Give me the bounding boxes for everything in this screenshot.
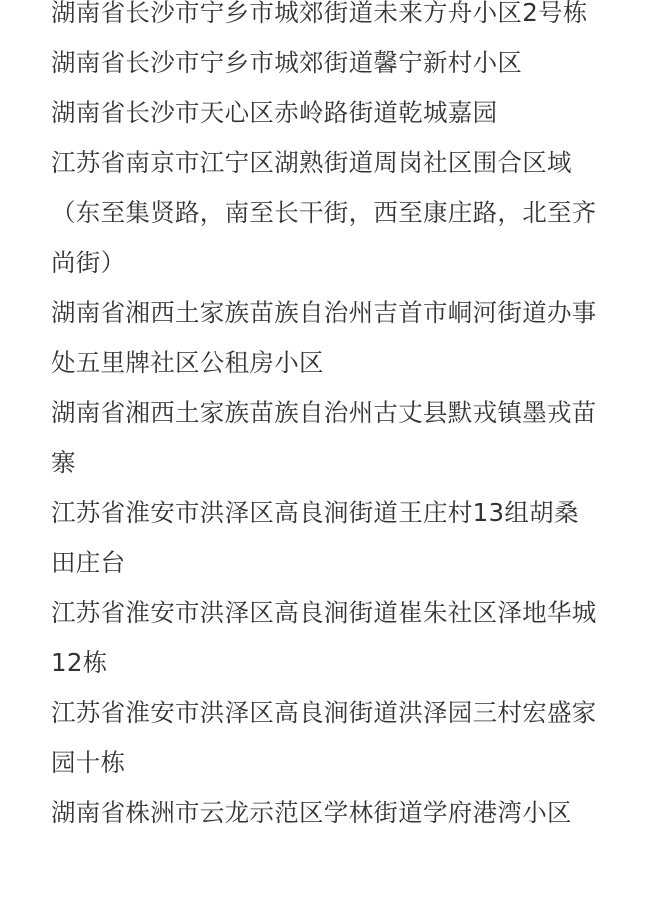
address-item: 湖南省长沙市天心区赤岭路街道乾城嘉园 bbox=[51, 98, 498, 127]
address-item: 湖南省株洲市云龙示范区学林街道学府港湾小区 bbox=[51, 798, 572, 827]
address-item: 湖南省长沙市宁乡市城郊街道馨宁新村小区 bbox=[51, 48, 523, 77]
address-item: 湖南省湘西土家族苗族自治州古丈县默戎镇墨戎苗寨 bbox=[51, 398, 597, 477]
address-item: 江苏省淮安市洪泽区高良涧街道王庄村13组胡桑田庄台 bbox=[51, 498, 579, 577]
address-item: 湖南省湘西土家族苗族自治州吉首市峒河街道办事处五里牌社区公租房小区 bbox=[51, 298, 597, 377]
address-list bbox=[51, 0, 599, 838]
address-item: 江苏省淮安市洪泽区高良涧街道崔朱社区泽地华城12栋 bbox=[51, 598, 597, 677]
address-item: 江苏省淮安市洪泽区高良涧街道洪泽园三村宏盛家园十栋 bbox=[51, 698, 597, 777]
address-item: 湖南省长沙市宁乡市城郊街道未来方舟小区2号栋 bbox=[51, 0, 588, 27]
address-item: 江苏省南京市江宁区湖熟街道周岗社区围合区域（东至集贤路，南至长干街，西至康庄路，北至齐尚街） bbox=[51, 148, 597, 277]
